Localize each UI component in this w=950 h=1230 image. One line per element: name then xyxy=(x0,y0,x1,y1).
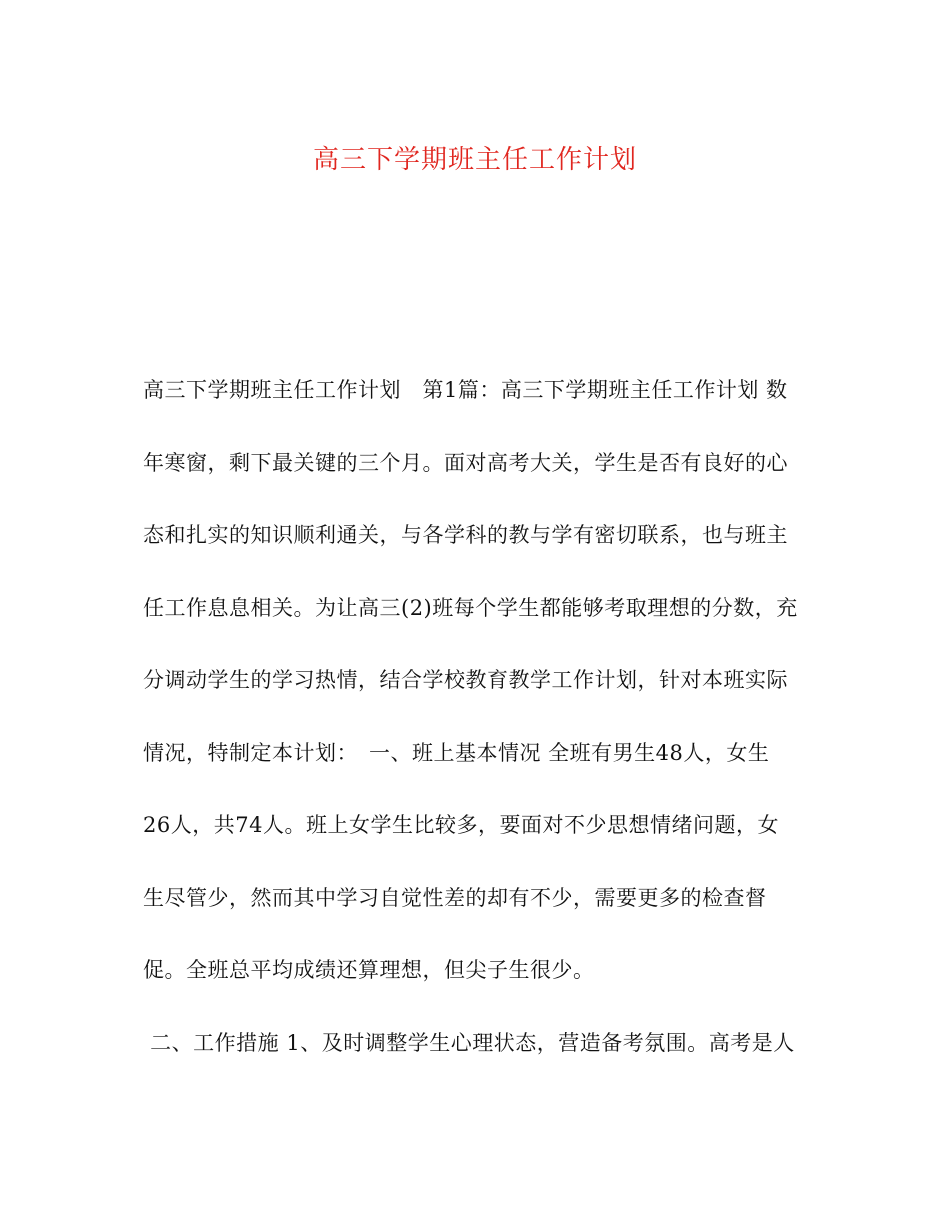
body-line: 高三下学期班主任工作计划 第1篇：高三下学期班主任工作计划 数 xyxy=(143,378,788,402)
body-line: 态和扎实的知识顺利通关，与各学科的教与学有密切联系，也与班主 xyxy=(143,523,788,547)
body-line: 任工作息息相关。为让高三(2)班每个学生都能够考取理想的分数，充 xyxy=(143,595,798,620)
document-body xyxy=(143,368,813,1065)
body-line: 促。全班总平均成绩还算理想，但尖子生很少。 xyxy=(143,958,595,982)
body-line: 年寒窗，剩下最关键的三个月。面对高考大关，学生是否有良好的心 xyxy=(143,450,788,475)
body-line: 26人，共74人。班上女学生比较多，要面对不少思想情绪问题，女 xyxy=(143,813,779,837)
body-line: 生尽管少，然而其中学习自觉性差的却有不少，需要更多的检查督 xyxy=(143,885,767,910)
body-line: 二、工作措施 1、及时调整学生心理状态，营造备考氛围。高考是人 xyxy=(143,1030,795,1055)
document-title: 高三下学期班主任工作计划 xyxy=(312,145,637,175)
body-line: 情况，特制定本计划： 一、班上基本情况 全班有男生48人，女生 xyxy=(143,740,770,765)
body-line: 分调动学生的学习热情，结合学校教育教学工作计划，针对本班实际 xyxy=(143,668,788,692)
